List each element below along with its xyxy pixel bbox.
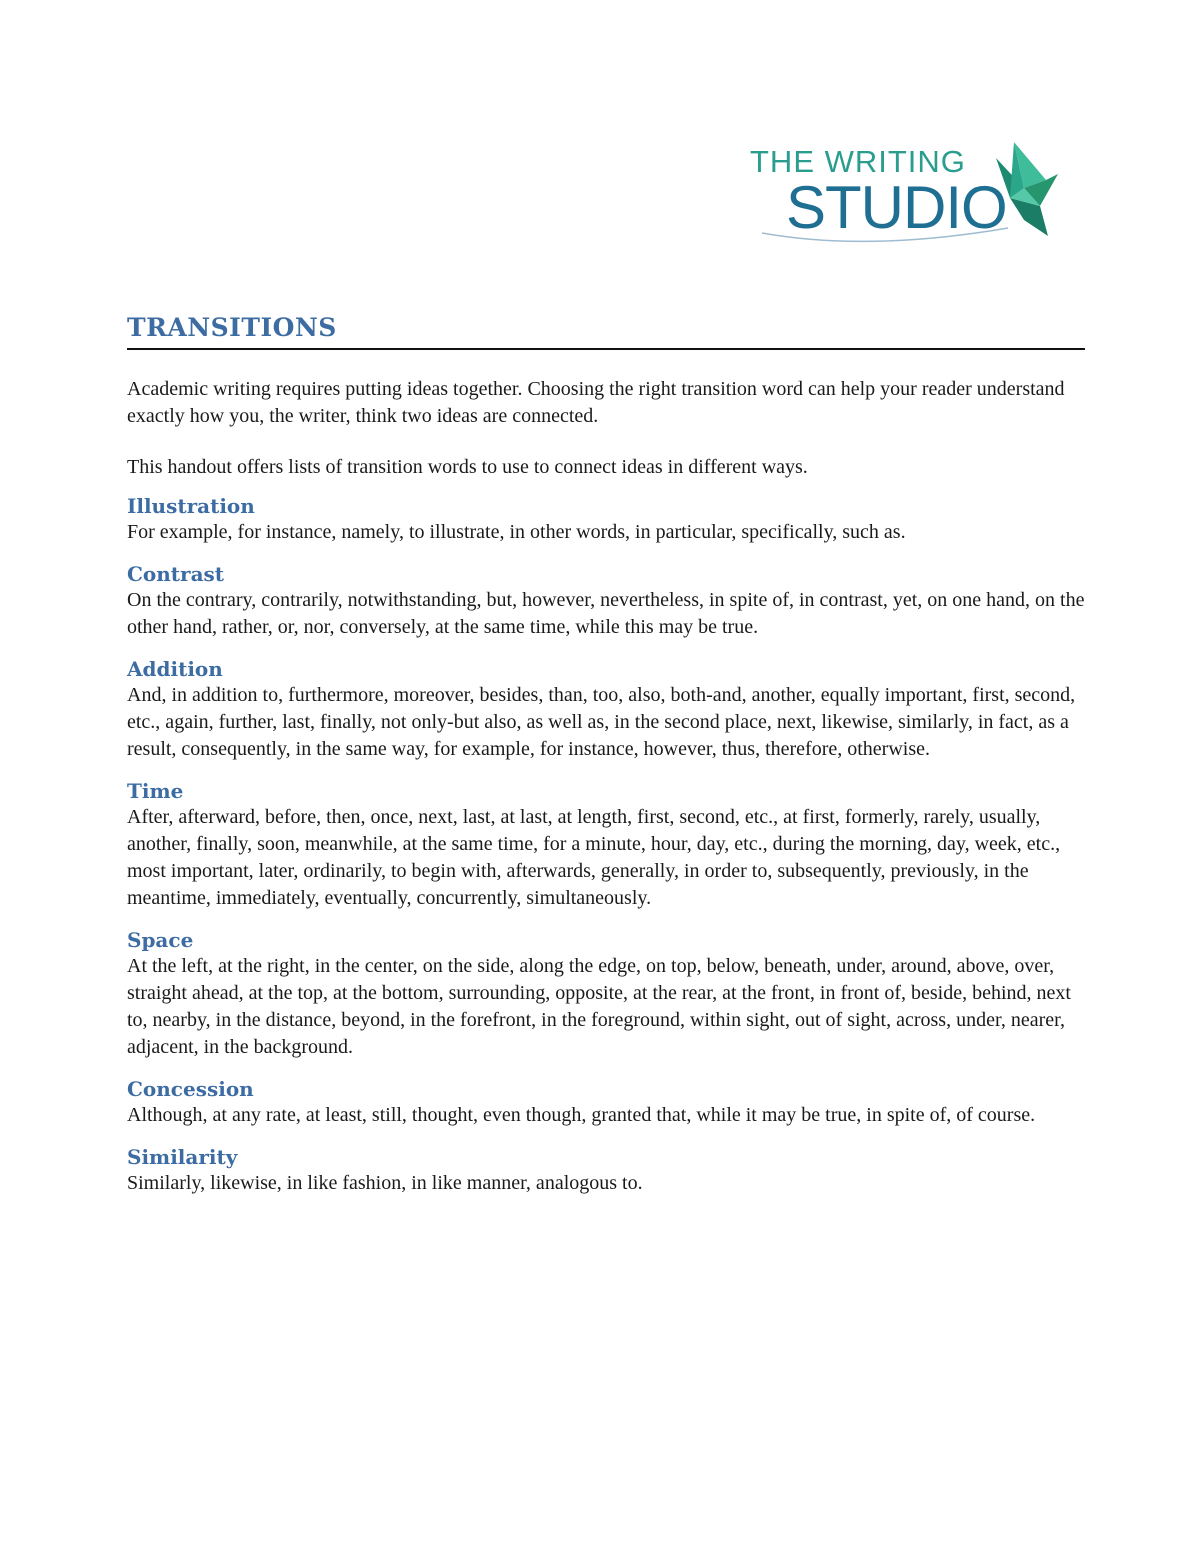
- section-body: Although, at any rate, at least, still, thought, even though, granted that, while it may be true, in spite of, of course.: [127, 1103, 1036, 1126]
- section-heading: Addition: [127, 656, 223, 681]
- section-similarity: [127, 1144, 1085, 1197]
- section-illustration: [127, 493, 1085, 546]
- section-addition: [127, 656, 1085, 763]
- section-concession: [127, 1076, 1085, 1129]
- section-heading: Illustration: [127, 493, 255, 518]
- transition-sections: [127, 493, 1085, 1197]
- section-time: [127, 778, 1085, 912]
- section-heading: Contrast: [127, 561, 225, 586]
- section-heading: Concession: [127, 1076, 254, 1101]
- section-body: After, afterward, before, then, once, next, last, at last, at length, first, second, etc., at first, formerly, rarely, usually, another, finally, soon, meanwhile, at the same time, for a minute, hour, day, etc., during the morning, day, week, etc., most important, later, ordinarily, to begin with, afterwards, generally, in order to, subsequently, previously, in the meantime, immediately, eventually, concurrently, simultaneously.: [127, 805, 1061, 909]
- section-body: On the contrary, contrarily, notwithstanding, but, however, nevertheless, in spite of, in contrast, yet, on one hand, on the other hand, rather, or, nor, conversely, at the same time, while this may be true.: [127, 588, 1085, 638]
- document-body: [127, 313, 1085, 1197]
- section-heading: Similarity: [127, 1144, 238, 1169]
- writing-studio-logo: [748, 140, 1068, 252]
- section-body: And, in addition to, furthermore, moreover, besides, than, too, also, both-and, another, equally important, first, second, etc., again, further, last, finally, not only-but also, as well as, in the second place, next, likewise, similarly, in fact, as a result, consequently, in the same way, for example, for instance, however, thus, therefore, otherwise.: [127, 683, 1076, 760]
- section-space: [127, 927, 1085, 1061]
- section-body: For example, for instance, namely, to illustrate, in other words, in particular, specifically, such as.: [127, 520, 906, 543]
- logo-line1: THE WRITING: [750, 144, 966, 179]
- section-heading: Time: [127, 778, 184, 803]
- section-heading: Space: [127, 927, 194, 952]
- logo-line2: STUDIO: [786, 174, 1007, 241]
- page-title: TRANSITIONS: [127, 313, 1085, 350]
- intro-paragraph-2: This handout offers lists of transition words to use to connect ideas in different ways.: [127, 456, 808, 478]
- section-body: At the left, at the right, in the center, on the side, along the edge, on top, below, beneath, under, around, above, over, straight ahead, at the top, at the bottom, surrounding, opposite, at the rear, at the front, in front of, beside, behind, next to, nearby, in the distance, beyond, in the forefront, in the foreground, within sight, out of sight, across, under, nearer, adjacent, in the background.: [127, 954, 1071, 1058]
- section-body: Similarly, likewise, in like fashion, in like manner, analogous to.: [127, 1171, 643, 1194]
- intro-paragraph-1: Academic writing requires putting ideas together. Choosing the right transition word can help your reader understand exactly how you, the writer, think two ideas are connected.: [127, 378, 1065, 427]
- section-contrast: [127, 561, 1085, 641]
